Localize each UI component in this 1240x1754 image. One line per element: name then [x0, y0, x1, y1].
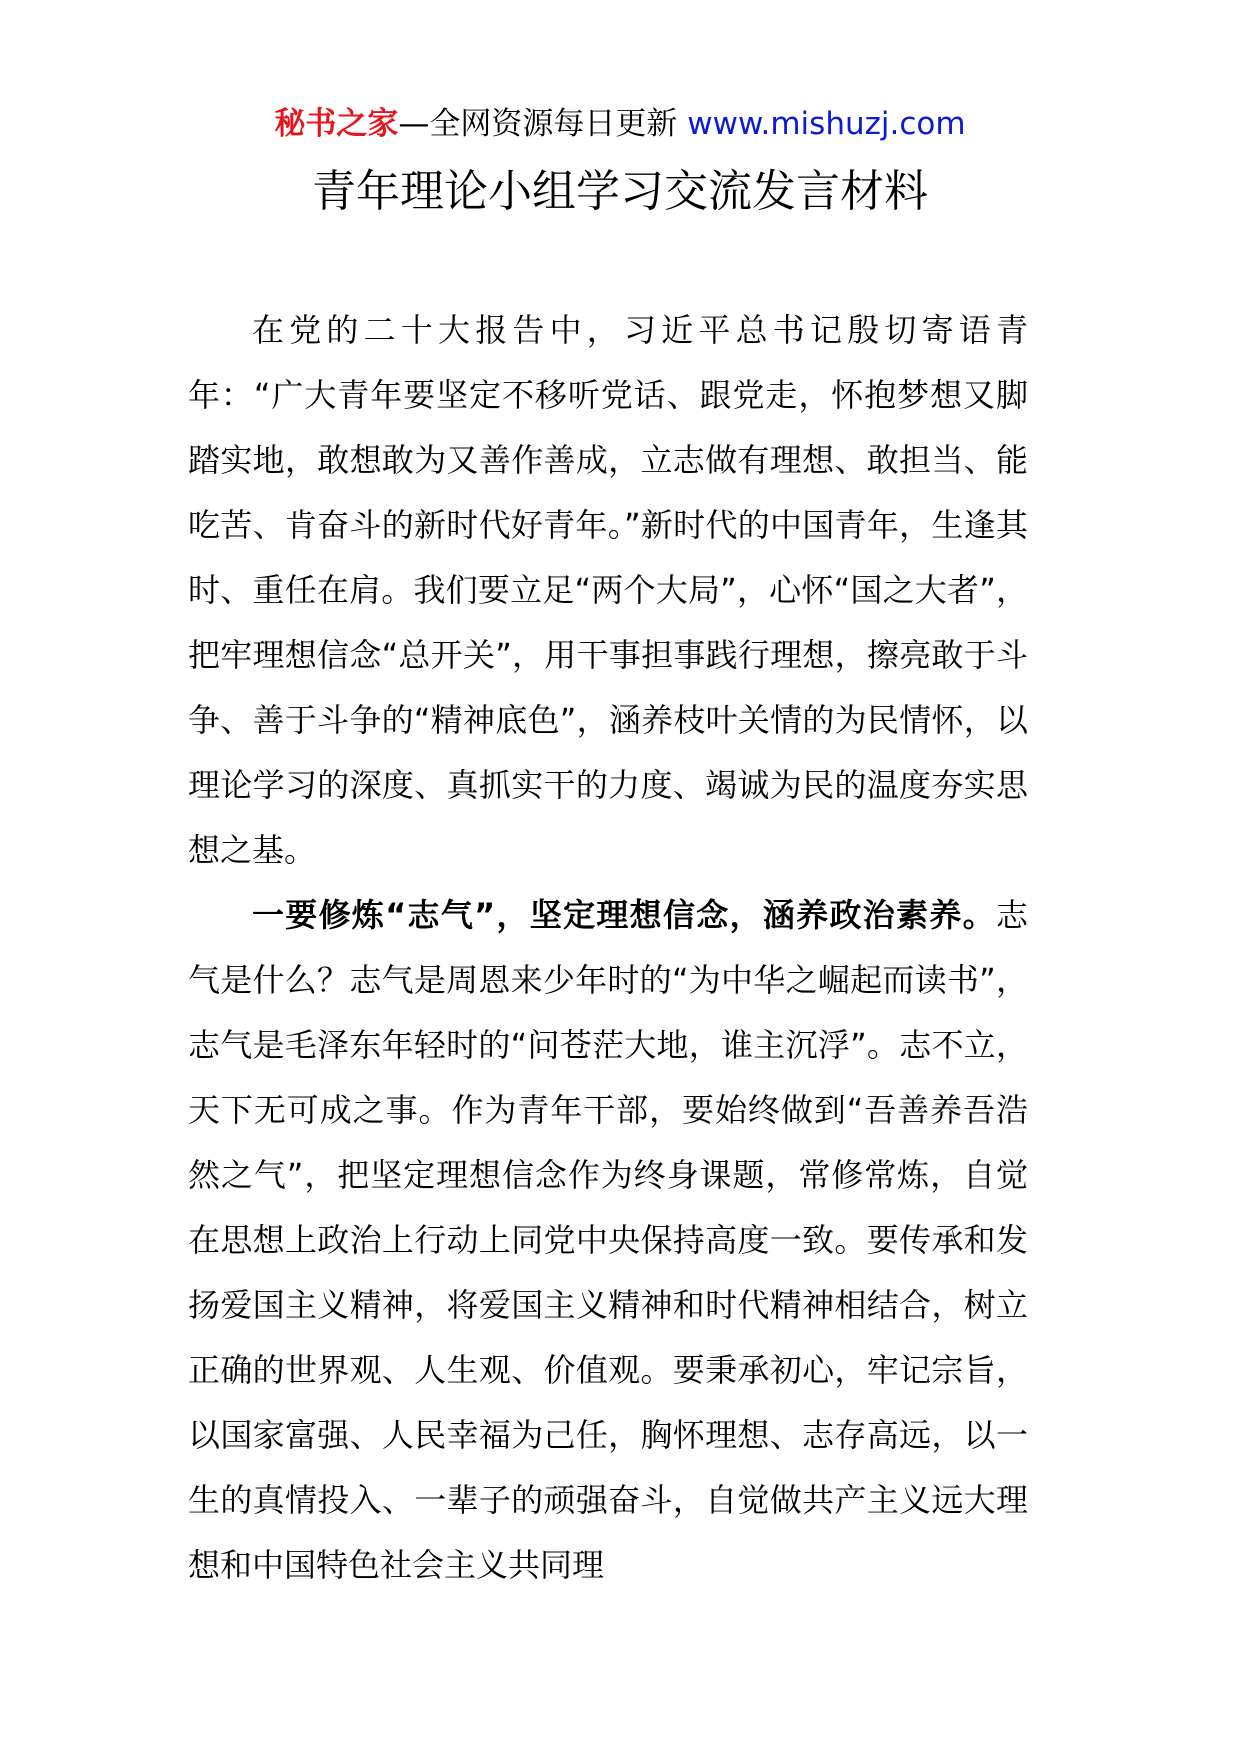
paragraph-intro	[188, 298, 1028, 883]
site-header	[0, 102, 1240, 146]
site-brand: 秘书之家	[274, 106, 399, 142]
paragraph-lead: 一要修炼“志气”，坚定理想信念，涵养政治素养。	[252, 896, 996, 934]
paragraph-section-1	[188, 883, 1028, 1598]
paragraph-text: 在党的二十大报告中，习近平总书记殷切寄语青年：“广大青年要坚定不移听党话、跟党走，怀抱梦想又脚踏实地，敢想敢为又善作善成，立志做有理想、敢担当、能吃苦、肯奋斗的新时代好青年。”新时代的中国青年，生逢其时、重任在肩。我们要立足“两个大局”，心怀“国之大者”，把牢理想信念“总开关”，用干事担事践行理想，擦亮敢于斗争、善于斗争的“精神底色”，涵养枝叶关情的为民情怀，以理论学习的深度、真抓实干的力度、竭诚为民的温度夯实思想之基。	[188, 311, 1028, 869]
document-title: 青年理论小组学习交流发言材料	[312, 166, 928, 217]
paragraph-text: 志气是什么？志气是周恩来少年时的“为中华之崛起而读书”，志气是毛泽东年轻时的“问苍茫大地，谁主沉浮”。志不立，天下无可成之事。作为青年干部，要始终做到“吾善养吾浩然之气”，把坚定理想信念作为终身课题，常修常炼，自觉在思想上政治上行动上同党中央保持高度一致。要传承和发扬爱国主义精神，将爱国主义精神和时代精神相结合，树立正确的世界观、人生观、价值观。要秉承初心，牢记宗旨，以国家富强、人民幸福为己任，胸怀理想、志存高远，以一生的真情投入、一辈子的顽强奋斗，自觉做共产主义远大理想和中国特色社会主义共同理	[188, 896, 1028, 1584]
site-url-link[interactable]: www.mishuzj.com	[687, 106, 966, 142]
site-tagline: —全网资源每日更新	[398, 106, 688, 142]
document-body	[188, 298, 1028, 1598]
